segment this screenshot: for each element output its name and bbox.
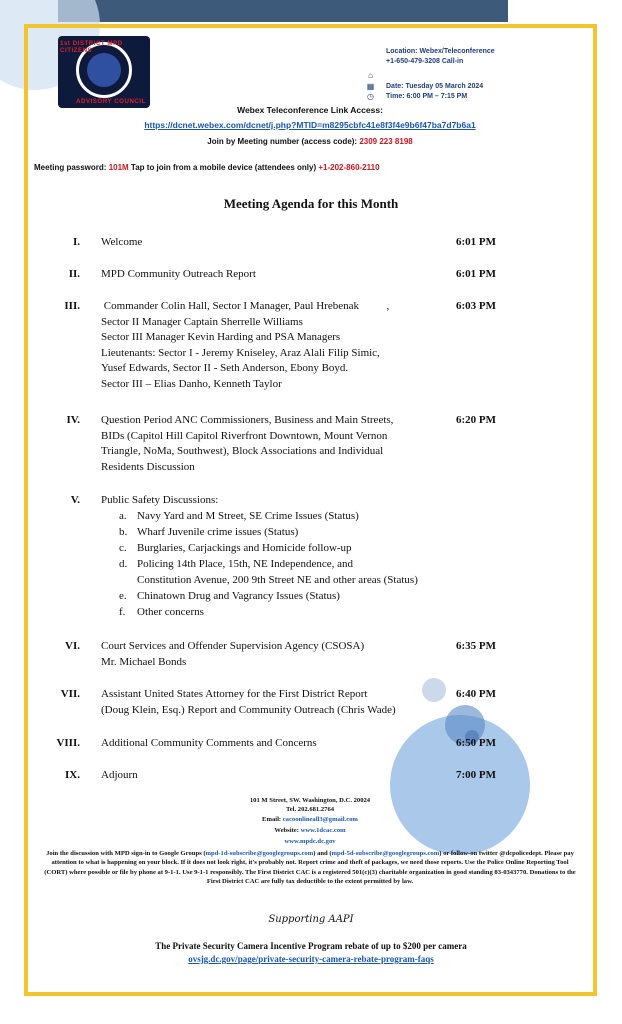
rebate-text: The Private Security Camera Incentive Program rebate of up to $200 per camera <box>155 941 467 951</box>
agenda-item-num: IV. <box>66 414 80 426</box>
agenda-item-time: 6:01 PM <box>456 236 497 248</box>
rebate-link-row <box>0 954 622 964</box>
agenda-item-text: Question Period ANC Commissioners, Business and Main Streets, BIDs (Capitol Hill Capitol Riverfront Downtown, Mount Vernon Triangle, NoMa, Southwest), Block Associations and Individual Residents Discussion <box>101 414 394 473</box>
meeting-date: Date: Tuesday 05 March 2024 <box>386 83 484 90</box>
footer-website2 <box>40 837 580 846</box>
subitem-text: Burglaries, Carjackings and Homicide follow-up <box>137 542 352 554</box>
group2-link[interactable]: mpd-5d-subscribe@googlegroups.com <box>331 850 440 857</box>
meeting-location: Location: Webex/Teleconference <box>386 48 495 55</box>
agenda-title: Meeting Agenda for this Month <box>223 196 399 211</box>
agenda-item-time: 6:01 PM <box>456 268 497 280</box>
subitem-letter: d. <box>119 558 128 570</box>
subitem-letter: c. <box>119 542 127 554</box>
agenda-item-text: Adjourn <box>101 769 138 781</box>
agenda-item-num: II. <box>68 268 80 280</box>
mpdc-link[interactable]: www.mpdc.dc.gov <box>284 838 336 845</box>
top-color-bar <box>58 0 508 22</box>
calendar-icon: ▦ <box>366 82 375 91</box>
logo-emblem <box>87 53 121 87</box>
footer-website: Website: www.1dcac.com <box>274 827 346 834</box>
subitem-letter: a. <box>119 510 127 522</box>
footer-address: 101 M Street, SW. Washington, D.C. 20024 <box>249 797 371 804</box>
agenda-item-time: 6:50 PM <box>456 737 497 749</box>
footer-disclaimer: Join the discussion with MPD sign-in to Google Groups (mpd-1d-subscribe@googlegroups.com) and (mpd-5d-subscribe@googlegroups.com) or follow-on twitter @dcpolicedept. Please pay attention to what is happening on your block. If it does not look right, it's probably not. Report crime and theft of packages, we need those reports. Use the Police Online Reporting Tool (CORT) where possible or file by phone at 9-1-1. Use 9-1-1 responsibly. The First District CAC is a registered 501(c)(3) charitable organization in good standing 83-0343770. Donations to the First District CAC are fully tax deductible to the extent permitted by law. <box>44 850 576 886</box>
rebate-link[interactable]: ovsjg.dc.gov/page/private-security-camera-rebate-program-faqs <box>188 954 434 964</box>
password-label: Meeting password: <box>34 163 109 172</box>
join-code: 2309 223 8198 <box>359 137 413 146</box>
email-link[interactable]: cacoonlineall3@gmail.com <box>282 816 358 823</box>
subitem-text: Chinatown Drug and Vagrancy Issues (Status) <box>137 590 340 602</box>
agenda-item-num: I. <box>72 236 80 248</box>
subitem-letter: e. <box>119 590 127 602</box>
meeting-time: Time: 6:00 PM – 7:15 PM <box>386 93 468 100</box>
agenda-item-text: Additional Community Comments and Concerns <box>101 737 317 749</box>
logo-top-text: 1st DISTRICT MPD CITIZENS <box>60 40 123 54</box>
agenda-item-time: 6:35 PM <box>456 640 497 652</box>
subitem-text: Other concerns <box>137 606 204 618</box>
subitem-text: Policing 14th Place, 15th, NE Independence, and <box>137 558 353 570</box>
group1-link[interactable]: mpd-1d-subscribe@googlegroups.com <box>205 850 314 857</box>
agenda-item-num: IX. <box>65 769 80 781</box>
agenda-item-text: Commander Colin Hall, Sector I Manager, Paul Hrebenak , Sector II Manager Captain Sherrelle Williams Sector III Manager Kevin Harding and PSA Managers Lieutenants: Sector I - Jeremy Kniseley, Araz Alali Filip Simic, Yusef Edwards, Sector II - Seth Anderson, Ebony Boyd. Sector III – Elias Danho, Kenneth Taylor <box>101 300 390 390</box>
home-icon: ⌂ <box>368 71 373 80</box>
webex-link[interactable] <box>60 120 560 130</box>
logo-bottom-text: ADVISORY COUNCIL <box>76 98 146 105</box>
agenda-item-time: 6:03 PM <box>456 300 497 312</box>
join-label: Join by Meeting number (access code): <box>207 137 360 146</box>
agenda-item-time: 7:00 PM <box>456 769 497 781</box>
subitem-letter: f. <box>119 606 126 618</box>
agenda-item-num: V. <box>70 494 80 506</box>
subitem-letter: b. <box>119 526 128 538</box>
agenda-item-time: 6:40 PM <box>456 688 497 700</box>
website-link[interactable]: www.1dcac.com <box>300 827 346 834</box>
subitem-text: Wharf Juvenile crime issues (Status) <box>137 526 299 538</box>
webex-link-text[interactable]: https://dcnet.webex.com/dcnet/j.php?MTID=m8295cbfc41e8f3f4e9b6f47ba7d7b6a1 <box>144 120 476 130</box>
password-line <box>30 163 594 172</box>
meeting-callin: +1-650-479-3208 Call-in <box>386 58 464 65</box>
footer-tel: Tel. 202.681.2764 <box>285 806 335 813</box>
mobile-number: +1-202-860-2110 <box>318 163 380 172</box>
subitem-text: Navy Yard and M Street, SE Crime Issues (Status) <box>137 510 359 522</box>
agenda-item-text: Court Services and Offender Supervision Agency (CSOSA) Mr. Michael Bonds <box>101 640 365 668</box>
agenda-item-num: VII. <box>60 688 80 700</box>
password-value: 101M <box>108 163 129 172</box>
agenda-item-text: Public Safety Discussions: <box>101 494 219 506</box>
council-logo <box>58 36 150 108</box>
agenda-item-time: 6:20 PM <box>456 414 497 426</box>
footer-email: Email: cacoonlineall3@gmail.com <box>262 816 358 823</box>
webex-title: Webex Teleconference Link Access: <box>237 105 383 115</box>
mobile-label: Tap to join from a mobile device (attendees only) <box>128 163 319 172</box>
clock-icon: ◷ <box>367 92 374 101</box>
agenda-item-num: III. <box>64 300 80 312</box>
subitem-text: Constitution Avenue, 200 9th Street NE and other areas (Status) <box>137 574 418 586</box>
agenda-item-num: VI. <box>65 640 80 652</box>
agenda-item-num: VIII. <box>56 737 80 749</box>
agenda-item-text: Assistant United States Attorney for the First District Report (Doug Klein, Esq.) Report and Community Outreach (Chris Wade) <box>101 688 396 716</box>
agenda-item-text: Welcome <box>101 236 143 248</box>
supporting-aapi: Supporting AAPI <box>268 914 354 925</box>
agenda-item-text: MPD Community Outreach Report <box>101 268 256 280</box>
join-line <box>60 137 560 146</box>
